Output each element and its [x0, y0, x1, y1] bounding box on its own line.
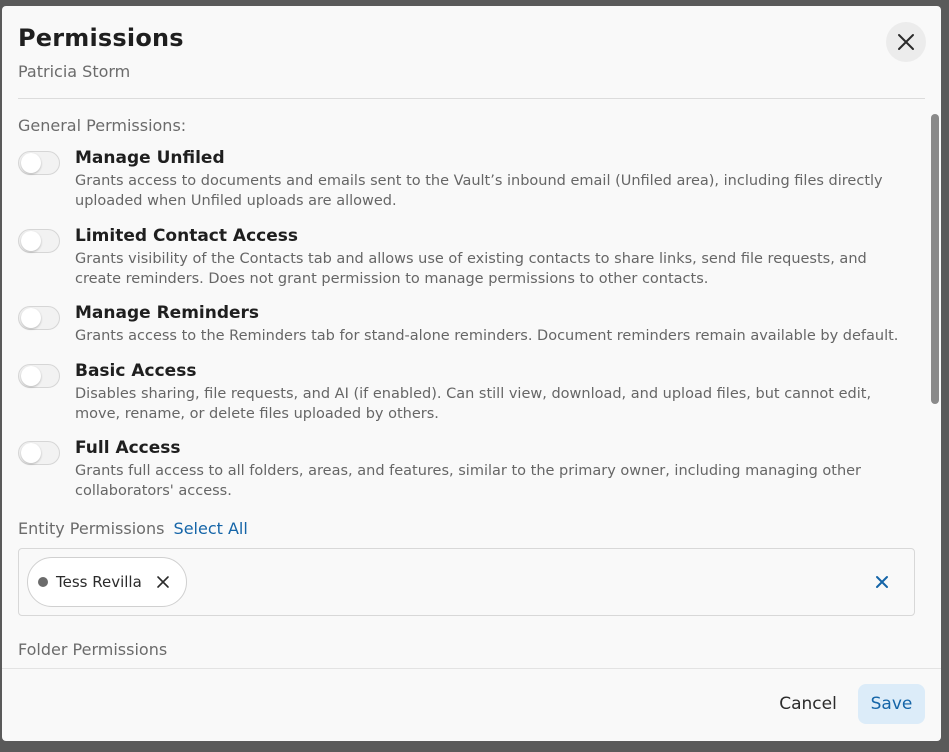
- toggle-knob: [21, 308, 41, 328]
- toggle-knob: [21, 153, 41, 173]
- select-all-link[interactable]: Select All: [173, 519, 248, 538]
- clear-all-button[interactable]: [875, 575, 889, 589]
- entity-chip-label: Tess Revilla: [56, 573, 142, 591]
- permission-description: Grants access to the Reminders tab for stand-alone reminders. Document reminders remain available by default.: [75, 328, 899, 344]
- close-button[interactable]: [886, 22, 926, 62]
- cancel-button[interactable]: Cancel: [779, 694, 837, 714]
- permissions-scroll-area[interactable]: [2, 99, 941, 668]
- status-dot: [38, 577, 48, 587]
- manage-unfiled-toggle[interactable]: [18, 151, 60, 175]
- general-permissions-label: General Permissions:: [18, 116, 187, 135]
- close-icon: [897, 33, 915, 51]
- entity-permissions-header: [18, 519, 248, 538]
- permissions-dialog: [2, 6, 941, 741]
- permission-description: Grants full access to all folders, areas, and features, similar to the primary owner, including managing other collaborators' access.: [75, 463, 862, 499]
- full-access-toggle[interactable]: [18, 441, 60, 465]
- close-icon: [156, 575, 170, 589]
- limited-contact-access-toggle[interactable]: [18, 229, 60, 253]
- entity-chip: [27, 557, 187, 607]
- toggle-knob: [21, 231, 41, 251]
- manage-reminders-toggle[interactable]: [18, 306, 60, 330]
- entity-permissions-label: Entity Permissions: [18, 519, 165, 538]
- permission-description: Grants visibility of the Contacts tab and allows use of existing contacts to share links, send file requests, and create reminders. Does not grant permission to manage permissions to other contacts.: [75, 251, 867, 287]
- permission-title: Manage Reminders: [75, 303, 260, 323]
- remove-chip-button[interactable]: [156, 575, 170, 589]
- dialog-subtitle: Patricia Storm: [18, 62, 131, 81]
- clear-icon: [875, 575, 889, 589]
- permission-title: Full Access: [75, 438, 181, 458]
- save-button[interactable]: Save: [858, 684, 925, 724]
- basic-access-toggle[interactable]: [18, 364, 60, 388]
- toggle-knob: [21, 443, 41, 463]
- permission-title: Limited Contact Access: [75, 226, 299, 246]
- permission-title: Manage Unfiled: [75, 148, 225, 168]
- entity-select-field[interactable]: [18, 548, 915, 616]
- folder-permissions-label: Folder Permissions: [18, 640, 168, 659]
- toggle-knob: [21, 366, 41, 386]
- permission-description: Disables sharing, file requests, and AI (if enabled). Can still view, download, and upload files, but cannot edit, move, rename, or delete files uploaded by others.: [75, 386, 872, 422]
- permission-title: Basic Access: [75, 361, 197, 381]
- dialog-title: Permissions: [18, 24, 184, 52]
- scrollbar[interactable]: [931, 114, 939, 404]
- permission-description: Grants access to documents and emails sent to the Vault’s inbound email (Unfiled area), including files directly uploaded when Unfiled uploads are allowed.: [75, 173, 883, 209]
- footer-divider: [2, 668, 941, 669]
